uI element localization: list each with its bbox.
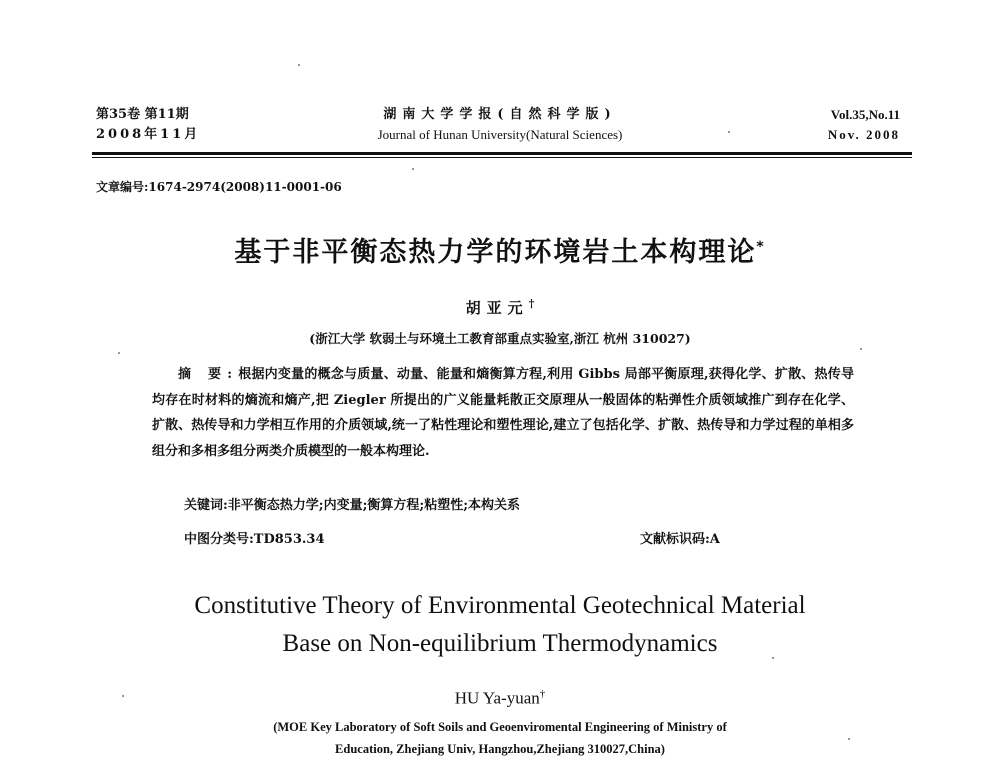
scan-speck bbox=[860, 348, 862, 350]
author-en bbox=[300, 688, 700, 709]
volume-issue-cn: 第35卷 第11期 bbox=[96, 107, 189, 122]
title-cn-text: 基于非平衡态热力学的环境岩土本构理论 bbox=[234, 237, 757, 268]
date-en: Nov. 2008 bbox=[827, 127, 900, 142]
affiliation-en bbox=[150, 716, 850, 760]
scan-speck bbox=[118, 352, 120, 354]
abstract-text: 根据内变量的概念与质量、动量、能量和熵衡算方程,利用 Gibbs 局部平衡原理,获得化学、扩散、热传导均存在时材料的熵流和熵产,把 Ziegler 所提出的广义能量耗散正交原理从一般固体的粘弹性介质领域推广到存在化学、扩散、热传导和力学相互作用的介质领域,统一了粘性理论和塑性理论,建立了包括化学、扩散、热传导和力学过程的单相多组分和多相多组分两类介质模型的一般本构理论. bbox=[152, 367, 854, 459]
journal-name-en: Journal of Hunan University(Natural Sciences) bbox=[377, 127, 623, 142]
author-en-mark: † bbox=[539, 688, 546, 700]
title-footnote-mark: * bbox=[756, 239, 766, 255]
date-cn: 2008年11月 bbox=[96, 127, 201, 142]
header-left bbox=[96, 105, 200, 145]
affiliation-en-line-2: Education, Zhejiang Univ, Hangzhou,Zhejiang 310027,China) bbox=[335, 742, 665, 756]
clc-number: 中图分类号:TD853.34 bbox=[184, 532, 325, 547]
author-cn-name: 胡亚元 bbox=[465, 299, 529, 317]
author-cn bbox=[300, 297, 700, 318]
title-cn bbox=[100, 230, 900, 269]
abstract-cn bbox=[152, 362, 854, 464]
title-en-line-1: Constitutive Theory of Environmental Geotechnical Material bbox=[194, 592, 806, 619]
volume-issue-en: Vol.35,No.11 bbox=[830, 107, 900, 122]
header-right bbox=[828, 105, 900, 145]
scan-speck bbox=[728, 131, 730, 133]
scan-speck bbox=[122, 695, 124, 697]
affiliation-en-line-1: (MOE Key Laboratory of Soft Soils and Geoenviromental Engineering of Ministry of bbox=[273, 720, 727, 734]
article-number: 文章编号:1674-2974(2008)11-0001-06 bbox=[96, 180, 342, 194]
scan-speck bbox=[848, 738, 850, 740]
scan-speck bbox=[298, 64, 300, 66]
title-en bbox=[100, 587, 900, 663]
header-center bbox=[300, 105, 700, 145]
journal-name-cn: 湖南大学学报(自然科学版) bbox=[383, 107, 617, 122]
abstract-label: 摘 要: bbox=[178, 367, 238, 382]
document-code: 文献标识码:A bbox=[640, 532, 720, 547]
author-en-name: HU Ya-yuan bbox=[454, 688, 540, 708]
header-rule-thick bbox=[92, 152, 912, 155]
scan-speck bbox=[412, 168, 414, 170]
keywords-cn: 关键词:非平衡态热力学;内变量;衡算方程;粘塑性;本构关系 bbox=[184, 498, 520, 513]
title-en-line-2: Base on Non-equilibrium Thermodynamics bbox=[282, 630, 718, 657]
affiliation-cn: (浙江大学 软弱土与环境土工教育部重点实验室,浙江 杭州 310027) bbox=[309, 331, 691, 346]
header-rule-thin bbox=[92, 157, 912, 158]
author-cn-mark: † bbox=[528, 297, 535, 310]
scan-speck bbox=[772, 657, 774, 659]
